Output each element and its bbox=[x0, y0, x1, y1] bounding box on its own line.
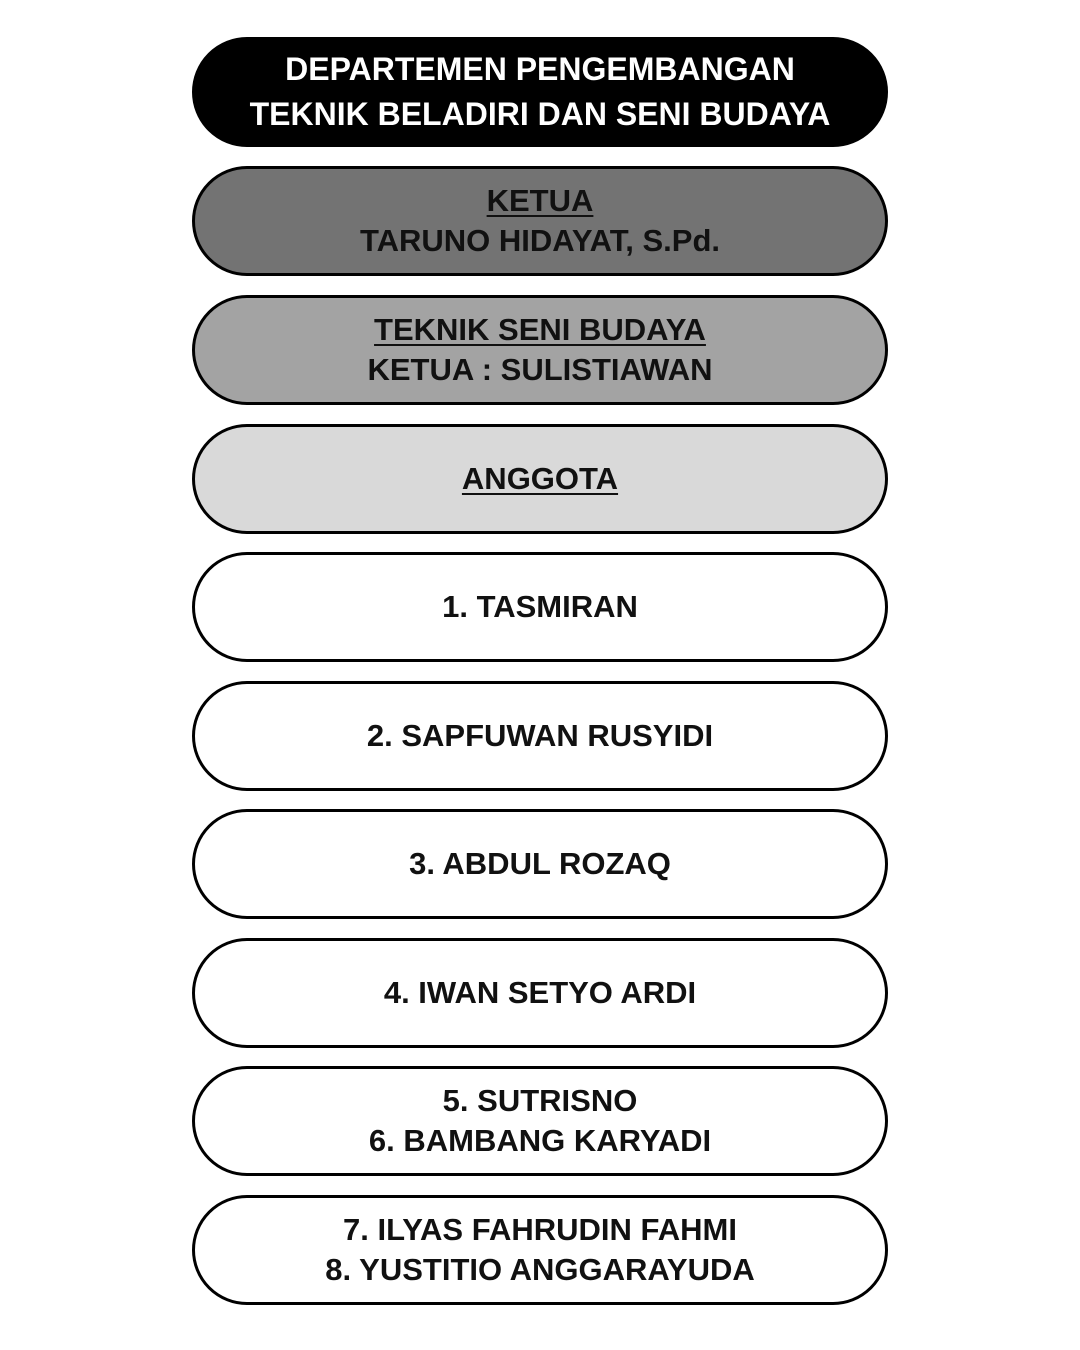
chairman-box bbox=[192, 166, 888, 276]
member-box bbox=[192, 809, 888, 919]
division-box bbox=[192, 295, 888, 405]
member-name: 3. ABDUL ROZAQ bbox=[409, 845, 671, 881]
department-title-line-1: DEPARTEMEN PENGEMBANGAN bbox=[285, 50, 795, 87]
member-box bbox=[192, 1195, 888, 1305]
member-name: 7. ILYAS FAHRUDIN FAHMI bbox=[343, 1211, 737, 1247]
member-box bbox=[192, 552, 888, 662]
chairman-name: TARUNO HIDAYAT, S.Pd. bbox=[360, 223, 720, 258]
department-title-box bbox=[192, 37, 888, 147]
division-title: TEKNIK SENI BUDAYA bbox=[374, 311, 706, 347]
member-name: 1. TASMIRAN bbox=[442, 588, 638, 624]
member-name: 6. BAMBANG KARYADI bbox=[368, 1123, 712, 1158]
department-title-line-2: TEKNIK BELADIRI DAN SENI BUDAYA bbox=[249, 96, 831, 132]
member-name: 4. IWAN SETYO ARDI bbox=[383, 974, 697, 1010]
division-leader: KETUA : SULISTIAWAN bbox=[367, 352, 713, 387]
member-box bbox=[192, 938, 888, 1048]
member-box bbox=[192, 1066, 888, 1176]
member-name: 5. SUTRISNO bbox=[442, 1082, 638, 1118]
chairman-label: KETUA bbox=[486, 182, 594, 218]
member-name: 8. YUSTITIO ANGGARAYUDA bbox=[325, 1252, 755, 1287]
member-box bbox=[192, 681, 888, 791]
members-heading: ANGGOTA bbox=[461, 460, 619, 496]
members-heading-box bbox=[192, 424, 888, 534]
member-name: 2. SAPFUWAN RUSYIDI bbox=[366, 717, 714, 753]
